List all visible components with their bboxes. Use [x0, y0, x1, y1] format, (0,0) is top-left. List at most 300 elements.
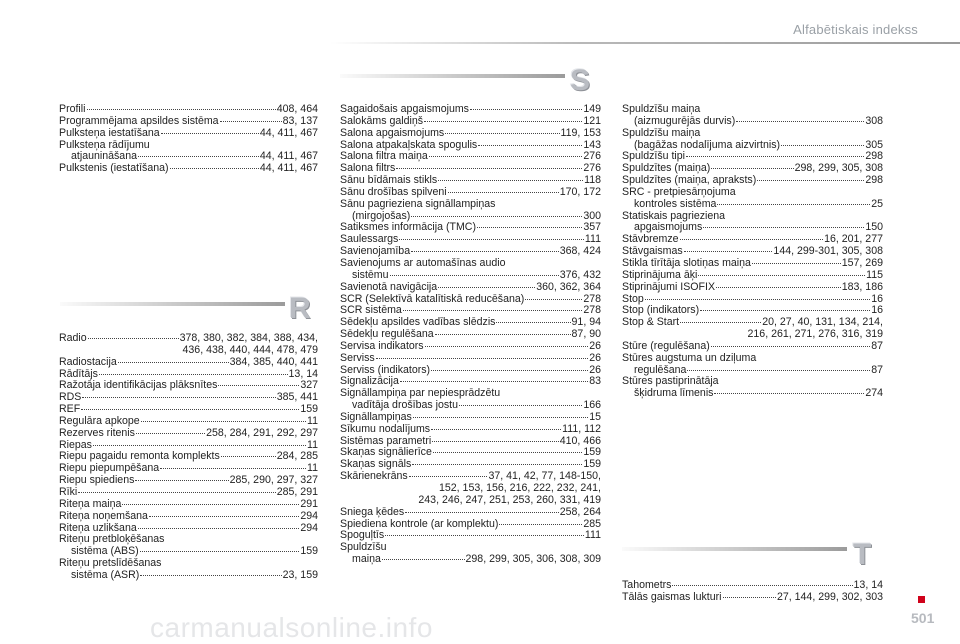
dot-leader	[435, 334, 571, 335]
dot-leader	[122, 504, 299, 505]
index-entry-pages: 274	[865, 387, 883, 400]
index-entry-line	[340, 495, 601, 507]
index-entry-pages: 384, 385, 440, 441	[229, 355, 318, 368]
index-entry-pages: 284, 285	[276, 450, 318, 463]
index-entry-term: Spuldzīšu tipi	[622, 150, 686, 163]
index-entry-line	[340, 341, 601, 353]
index-entry-term: Salona filtrs	[340, 162, 396, 175]
index-entry-term: Sēdekļu apsildes vadības slēdzis	[340, 316, 496, 329]
index-entry-pages: 144, 299-301, 305, 308	[773, 245, 883, 258]
index-entry-term: Stikla tīrītāja slotiņas maiņa	[622, 256, 751, 269]
index-entry-pages: 157, 269	[841, 256, 883, 269]
index-entry-term: Rezerves ritenis	[59, 426, 135, 439]
dot-leader	[218, 385, 299, 386]
dot-leader	[396, 168, 582, 169]
index-entry-line	[622, 353, 883, 365]
index-entry-pages: 159	[300, 403, 318, 416]
index-entry-pages: 243, 246, 247, 251, 253, 260, 331, 419	[418, 493, 601, 506]
index-entry-term: Stūre (regulēšana)	[622, 339, 710, 352]
index-entry-pages: 119, 153	[560, 126, 601, 139]
index-entry-pages: 258, 264	[559, 505, 601, 518]
dot-leader	[409, 476, 488, 477]
index-entry-pages: 121	[583, 114, 601, 127]
section-letter-t: T	[853, 538, 872, 571]
dot-leader	[413, 417, 588, 418]
dot-leader	[716, 287, 841, 288]
index-entry-pages: 278	[583, 292, 601, 305]
index-entry-pages: 410, 466	[559, 434, 601, 447]
index-entry	[340, 507, 601, 519]
index-entry-term: RDS	[59, 391, 82, 404]
index-entry-term: sistēmu	[352, 268, 389, 281]
index-entry-pages: 91, 94	[571, 316, 601, 329]
index-entry-pages: 376, 432	[559, 268, 601, 281]
index-entry-pages: 278	[583, 304, 601, 317]
index-entry-term: Serviss	[340, 351, 375, 364]
dot-leader	[138, 156, 259, 157]
index-entry-pages: 13, 14	[288, 367, 318, 380]
index-entry-line	[59, 128, 318, 140]
index-entry-term: Sānu bīdāmais stikls	[340, 174, 438, 187]
index-entry-pages: 11	[307, 438, 318, 451]
index-entry-term: SCR sistēma	[340, 304, 402, 317]
index-entry	[59, 333, 318, 357]
index-entry-pages: 152, 153, 156, 216, 222, 232, 241,	[439, 482, 601, 494]
dot-leader	[757, 180, 864, 181]
index-entry-term: apgaismojums	[634, 221, 703, 234]
index-entry-term: Skaņas signāls	[340, 458, 412, 471]
dot-leader	[711, 346, 870, 347]
dot-leader	[412, 464, 582, 465]
index-entry-pages: 166	[583, 399, 601, 412]
index-entry-term: Salokāms galdiņš	[340, 114, 424, 127]
index-entry-pages: 291	[300, 497, 318, 510]
dot-leader	[141, 421, 306, 422]
index-entry-pages: 159	[583, 446, 601, 459]
index-entry-term: Satiksmes informācija (TMC)	[340, 221, 476, 234]
dot-leader	[81, 409, 299, 410]
dot-leader	[459, 405, 582, 406]
section-bar-t	[622, 547, 847, 551]
index-entry-term: atjaunināšana	[71, 150, 137, 163]
index-entry-term: Profili	[59, 103, 86, 115]
header-title: Alfabētiskais indekss	[793, 22, 918, 37]
index-entry-term: Riepu pagaidu remonta komplekts	[59, 450, 220, 463]
index-entry-line	[59, 428, 318, 440]
index-entry-pages: 87	[871, 363, 883, 376]
index-entry-term: Sīkumu nodalījums	[340, 422, 431, 435]
index-entry-pages: 87	[871, 339, 883, 352]
index-entry-term: Riepu piepumpēšana	[59, 462, 160, 475]
index-entry-pages: 183, 186	[841, 280, 883, 293]
dot-leader	[711, 168, 793, 169]
index-entry	[340, 412, 601, 424]
section-bar-r	[60, 302, 285, 306]
dot-leader	[686, 156, 864, 157]
index-entry	[340, 258, 601, 282]
index-entry-line	[622, 128, 883, 140]
index-entry-line	[59, 570, 318, 582]
index-entry-pages: 258, 284, 291, 292, 297	[206, 426, 318, 439]
index-entry-term: Sānu pagrieziena signāllampiņas	[340, 197, 496, 210]
index-entry-pages: 159	[583, 458, 601, 471]
dot-leader	[136, 433, 205, 434]
index-entry-term: Rādītājs	[59, 367, 98, 380]
index-entry	[59, 140, 318, 164]
dot-leader	[376, 358, 588, 359]
index-entry-line	[340, 116, 601, 128]
index-entry-term: Riteņa maiņa	[59, 497, 122, 510]
index-entry-pages: 20, 27, 40, 131, 134, 214,	[762, 316, 883, 329]
dot-leader	[88, 338, 179, 339]
index-entry-pages: 27, 144, 299, 302, 303	[776, 590, 883, 603]
index-entry	[622, 211, 883, 235]
index-entry-line	[340, 554, 601, 566]
index-entry	[622, 270, 883, 282]
index-entry-term: šķidruma līmenis	[634, 387, 714, 400]
index-entry	[622, 341, 883, 353]
index-entry-pages: 276	[583, 162, 601, 175]
index-entry-line	[622, 282, 883, 294]
index-entry-line	[340, 282, 601, 294]
dot-leader	[431, 370, 588, 371]
index-entry-pages: 294	[300, 509, 318, 522]
index-entry-term: Spuldzītes (maiņa)	[622, 162, 711, 175]
index-entry-term: Signāllampiņas	[340, 410, 412, 423]
dot-leader	[717, 204, 870, 205]
index-entry-line	[340, 187, 601, 199]
index-entry-term: Stiprinājumi ISOFIX	[622, 280, 716, 293]
index-entry-pages: 368, 424	[559, 245, 601, 258]
index-entry-pages: 360, 362, 364	[536, 280, 601, 293]
index-entry	[59, 392, 318, 404]
dot-leader	[160, 468, 306, 469]
dot-leader	[781, 145, 864, 146]
index-entry-pages: 276	[583, 150, 601, 163]
index-entry-term: Sniega ķēdes	[340, 505, 405, 518]
index-entry-pages: 26	[589, 339, 601, 352]
index-entry-pages: 305	[865, 138, 883, 151]
index-entry	[59, 428, 318, 440]
index-entry-pages: 26	[589, 351, 601, 364]
index-entry-pages: 149	[583, 103, 601, 115]
dot-leader	[433, 452, 582, 453]
index-entry-pages: 298, 299, 305, 306, 308, 309	[465, 553, 601, 566]
index-entry	[59, 511, 318, 523]
index-entry-pages: 298	[865, 174, 883, 187]
index-entry-pages: 298, 299, 305, 308	[794, 162, 883, 175]
dot-leader	[698, 275, 865, 276]
index-entry-term: Spuldzīšu maiņa	[622, 103, 701, 115]
dot-leader	[82, 397, 275, 398]
index-entry	[622, 592, 883, 604]
index-column-t	[622, 580, 883, 604]
index-entry-pages: 87, 90	[571, 328, 601, 341]
index-entry-pages: 23, 159	[282, 568, 318, 581]
index-entry-term: Serviss (indikators)	[340, 363, 431, 376]
dot-leader	[680, 322, 761, 323]
index-entry-term: SRC - pretpiesārņojuma	[622, 185, 736, 198]
index-entry-line	[340, 353, 601, 365]
dot-leader	[149, 516, 299, 517]
index-entry-pages: 111, 112	[562, 422, 601, 435]
dot-leader	[399, 239, 584, 240]
index-entry-line	[59, 511, 318, 523]
index-entry-term: Pulksteņa iestatīšana	[59, 126, 160, 139]
index-entry-line	[622, 199, 883, 211]
page-marker	[918, 596, 925, 603]
index-entry-term: Spuldzītes (maiņa, apraksts)	[622, 174, 757, 187]
index-entry-term: Rīki	[59, 485, 78, 498]
index-entry-pages: 216, 261, 271, 276, 316, 319	[747, 328, 883, 341]
index-entry-line	[59, 116, 318, 128]
dot-leader	[87, 109, 276, 110]
index-entry-pages: 285	[583, 517, 601, 530]
index-entry-pages: 143	[583, 138, 601, 151]
index-entry-term: sistēma (ASR)	[71, 568, 140, 581]
index-entry-pages: 11	[307, 414, 318, 427]
index-entry	[340, 187, 601, 199]
index-entry-pages: 294	[300, 521, 318, 534]
index-entry-pages: 159	[300, 545, 318, 558]
index-entry-term: Sistēmas parametri	[340, 434, 432, 447]
index-entry-pages: 16, 201, 277	[824, 233, 883, 246]
index-entry-term: Riteņu pretslīdēšanas	[59, 557, 162, 570]
index-entry-term: Riepas	[59, 438, 92, 451]
index-entry	[59, 128, 318, 140]
index-entry-pages: 26	[589, 363, 601, 376]
index-entry-term: Salona apgaismojums	[340, 126, 445, 139]
dot-leader	[438, 180, 583, 181]
index-entry-line	[340, 424, 601, 436]
index-entry-term: Signāllampiņa par nepiesprādzētu	[340, 387, 501, 400]
index-entry-term: Stop (indikators)	[622, 304, 700, 317]
index-entry-pages: 308	[865, 114, 883, 127]
index-entry-pages: 13, 14	[853, 579, 883, 591]
index-entry-term: Signalizācija	[340, 375, 399, 388]
index-entry-pages: 118	[584, 174, 601, 187]
index-entry-term: Riteņa uzlikšana	[59, 521, 137, 534]
dot-leader	[425, 346, 589, 347]
index-entry-term: Riepu spiediens	[59, 474, 135, 487]
index-entry-pages: 327	[300, 379, 318, 392]
index-entry-term: Stop & Start	[622, 316, 680, 329]
index-entry-term: Savienojamība	[340, 245, 411, 258]
index-entry	[622, 104, 883, 128]
index-entry	[340, 341, 601, 353]
index-entry	[340, 116, 601, 128]
index-entry-term: Tālās gaismas lukturi	[622, 590, 722, 603]
index-entry-term: kontroles sistēma	[634, 197, 717, 210]
index-entry-term: Stāvgaismas	[622, 245, 683, 258]
dot-leader	[411, 216, 582, 217]
dot-leader	[400, 381, 588, 382]
index-entry-line	[340, 412, 601, 424]
index-entry-pages: 378, 380, 382, 384, 388, 434,	[179, 332, 318, 344]
index-entry-line	[59, 392, 318, 404]
index-entry-term: regulēšana	[634, 363, 687, 376]
dot-leader	[477, 227, 582, 228]
index-entry-term: (bagāžas nodalījuma aizvirtnis)	[634, 138, 781, 151]
header-divider	[330, 42, 960, 44]
dot-leader	[429, 156, 583, 157]
index-entry-pages: 385, 441	[276, 391, 318, 404]
index-entry-term: Ražotāja identifikācijas plāksnītes	[59, 379, 218, 392]
index-entry-term: Salona atpakaļskata spogulis	[340, 138, 478, 151]
index-entry-line	[340, 199, 601, 211]
index-entry-term: Skaņas signālierīce	[340, 446, 432, 459]
dot-leader	[118, 362, 229, 363]
index-entry-term: Spiediena kontrole (ar komplektu)	[340, 517, 499, 530]
index-entry	[340, 199, 601, 223]
index-entry-term: Stūres pastiprinātāja	[622, 375, 719, 388]
dot-leader	[382, 559, 465, 560]
index-entry-line	[340, 128, 601, 140]
index-entry-term: Spuldzīšu	[340, 541, 387, 554]
index-entry-term: Tahometrs	[622, 579, 672, 591]
index-entry	[340, 542, 601, 566]
dot-leader	[138, 528, 300, 529]
index-entry	[340, 424, 601, 436]
index-entry-term: Statiskais pagrieziena	[622, 209, 726, 222]
index-entry-term: Pulkstenis (iestatīšana)	[59, 162, 169, 175]
dot-leader	[432, 441, 558, 442]
index-entry-term: Stop	[622, 292, 644, 305]
index-entry	[340, 128, 601, 140]
dot-leader	[684, 251, 773, 252]
index-column-s1	[340, 104, 601, 566]
index-entry-term: Stāvbremze	[622, 233, 679, 246]
dot-leader	[672, 585, 852, 586]
dot-leader	[448, 192, 559, 193]
index-entry-term: Spoguļtīs	[340, 529, 385, 542]
index-entry-term: Sānu drošības spilveni	[340, 185, 447, 198]
index-entry-term: Skārienekrāns	[340, 470, 408, 483]
index-entry-term: Stūres augstuma un dziļuma	[622, 351, 757, 364]
index-entry-line	[622, 388, 883, 400]
index-entry-pages: 16	[871, 292, 883, 305]
index-entry-term: Radiostacija	[59, 355, 117, 368]
section-letter-r: R	[289, 292, 311, 325]
index-entry	[59, 163, 318, 175]
index-entry	[622, 282, 883, 294]
index-entry	[59, 499, 318, 511]
index-entry	[340, 353, 601, 365]
dot-leader	[385, 535, 584, 536]
index-entry	[622, 317, 883, 341]
dot-leader	[424, 121, 582, 122]
index-entry-pages: 11	[307, 462, 318, 475]
dot-leader	[525, 299, 582, 300]
dot-leader	[680, 239, 824, 240]
index-entry-pages: 285, 291	[276, 485, 318, 498]
index-entry-term: Riteņa noņemšana	[59, 509, 148, 522]
index-entry-term: (aizmugurējās durvis)	[634, 114, 736, 127]
index-entry-term: SCR (Selektīvā katalītiskā reducēšana)	[340, 292, 525, 305]
index-entry-term: (mirgojošas)	[352, 209, 411, 222]
dot-leader	[140, 551, 300, 552]
index-entry	[340, 471, 601, 507]
index-entry	[59, 357, 318, 369]
dot-leader	[445, 133, 559, 134]
dot-leader	[99, 374, 288, 375]
index-entry	[59, 416, 318, 428]
index-entry	[340, 388, 601, 412]
index-entry-term: Sēdekļu regulēšana	[340, 328, 434, 341]
index-entry-term: Salona filtra maiņa	[340, 150, 428, 163]
dot-leader	[470, 109, 582, 110]
index-entry-term: REF	[59, 403, 81, 416]
index-entry-line	[622, 270, 883, 282]
dot-leader	[700, 310, 870, 311]
dot-leader	[93, 445, 306, 446]
index-column-p	[59, 104, 318, 175]
dot-leader	[645, 299, 870, 300]
index-entry-pages: 170, 172	[559, 185, 601, 198]
dot-leader	[431, 429, 561, 430]
index-entry-line	[59, 163, 318, 175]
dot-leader	[687, 370, 870, 371]
section-bar-s	[340, 74, 565, 78]
index-entry-pages: 115	[866, 268, 883, 281]
dot-leader	[140, 575, 281, 576]
index-entry-term: Spuldzīšu maiņa	[622, 126, 701, 139]
index-entry	[59, 558, 318, 582]
index-entry-line	[340, 270, 601, 282]
dot-leader	[220, 121, 282, 122]
index-entry-pages: 150	[865, 221, 883, 234]
index-entry-term: Radio	[59, 332, 87, 344]
index-entry	[622, 187, 883, 211]
index-entry-term: Regulāra apkope	[59, 414, 140, 427]
dot-leader	[411, 251, 559, 252]
index-entry-pages: 25	[871, 197, 883, 210]
index-entry-term: Savienotā navigācija	[340, 280, 438, 293]
index-entry-term: Savienojums ar automašīnas audio	[340, 256, 506, 269]
index-entry	[59, 116, 318, 128]
index-entry-pages: 16	[871, 304, 883, 317]
index-entry-term: vadītāja drošības jostu	[352, 399, 458, 412]
dot-leader	[752, 263, 841, 264]
index-entry-pages: 408, 464	[276, 103, 318, 115]
dot-leader	[703, 227, 864, 228]
index-entry-pages: 111	[584, 233, 601, 246]
index-entry-term: Sagaidošais apgaismojums	[340, 103, 469, 115]
dot-leader	[499, 524, 582, 525]
index-entry-pages: 44, 411, 467	[259, 162, 318, 175]
dot-leader	[161, 133, 259, 134]
dot-leader	[403, 310, 583, 311]
index-column-s2	[622, 104, 883, 400]
index-entry-pages: 300	[583, 209, 601, 222]
dot-leader	[736, 121, 864, 122]
index-entry-line	[622, 187, 883, 199]
index-entry-term: sistēma (ABS)	[71, 545, 139, 558]
dot-leader	[135, 480, 228, 481]
dot-leader	[78, 492, 276, 493]
section-letter-s: S	[570, 64, 591, 97]
dot-leader	[405, 512, 559, 513]
index-entry-line	[59, 416, 318, 428]
index-entry-pages: 111	[584, 529, 601, 542]
index-entry-pages: 83	[589, 375, 601, 388]
index-entry-pages: 436, 438, 440, 444, 478, 479	[182, 343, 318, 356]
index-entry-pages: 44, 411, 467	[259, 150, 318, 163]
page-number: 501	[911, 610, 935, 626]
dot-leader	[221, 456, 276, 457]
index-entry	[340, 282, 601, 294]
index-entry-term: Servisa indikators	[340, 339, 424, 352]
